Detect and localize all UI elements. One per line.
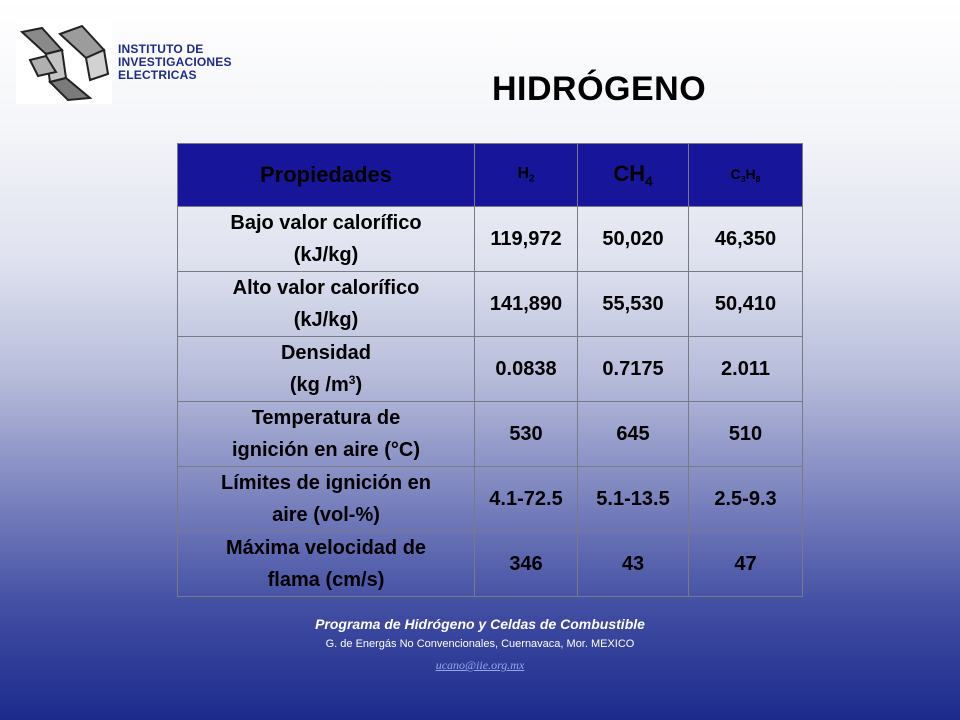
- table-row: [178, 467, 803, 532]
- table-row: [178, 337, 803, 402]
- cell-c3h8: 46,350: [689, 207, 803, 272]
- iie-logo-icon: [16, 20, 112, 104]
- cell-ch4: 55,530: [578, 272, 689, 337]
- cell-c3h8: 47: [689, 532, 803, 597]
- cell-ch4: 50,020: [578, 207, 689, 272]
- program-name: Programa de Hidrógeno y Celdas de Combustible: [315, 616, 645, 632]
- page-title: HIDRÓGENO: [492, 70, 707, 108]
- cell-h2: 530: [475, 402, 578, 467]
- cell-ch4: 0.7175: [578, 337, 689, 402]
- row-label: Máxima velocidad de flama (cm/s): [178, 532, 475, 597]
- cell-h2: 141,890: [475, 272, 578, 337]
- cell-h2: 4.1-72.5: [475, 467, 578, 532]
- header-c3h8: $C_3H_8$: [689, 144, 803, 207]
- cell-c3h8: 510: [689, 402, 803, 467]
- header-ch4: $CH_4$: [578, 144, 689, 207]
- cell-ch4: 645: [578, 402, 689, 467]
- properties-table: [177, 143, 803, 597]
- email-container: [0, 656, 960, 674]
- cell-ch4: 43: [578, 532, 689, 597]
- cell-c3h8: 2.5-9.3: [689, 467, 803, 532]
- cell-ch4: 5.1-13.5: [578, 467, 689, 532]
- cell-h2: 346: [475, 532, 578, 597]
- cell-c3h8: 50,410: [689, 272, 803, 337]
- table-row: [178, 272, 803, 337]
- cell-h2: 0.0838: [475, 337, 578, 402]
- institute-line-2: INVESTIGACIONES: [118, 55, 232, 69]
- header-properties: Propiedades: [178, 144, 475, 207]
- table-row: [178, 207, 803, 272]
- institute-line-1: INSTITUTO DE: [118, 42, 204, 56]
- row-label: Límites de ignición en aire (vol-%): [178, 467, 475, 532]
- cell-h2: 119,972: [475, 207, 578, 272]
- table-row: [178, 532, 803, 597]
- row-label: Temperatura de ignición en aire (°C): [178, 402, 475, 467]
- email-link[interactable]: ucano@iie.org.mx: [435, 658, 525, 672]
- group-location: G. de Energás No Convencionales, Cuernavaca, Mor. MEXICO: [325, 638, 635, 650]
- header-h2: $H_2$: [475, 144, 578, 207]
- table-row: [178, 402, 803, 467]
- table-header-row: [178, 144, 803, 207]
- row-label: Alto valor calorífico (kJ/kg): [178, 272, 475, 337]
- institute-line-3: ELECTRICAS: [118, 68, 197, 82]
- cell-c3h8: 2.011: [689, 337, 803, 402]
- row-label: Bajo valor calorífico (kJ/kg): [178, 207, 475, 272]
- institute-name: [118, 43, 232, 82]
- row-label: Densidad (kg $/m^3$): [178, 337, 475, 402]
